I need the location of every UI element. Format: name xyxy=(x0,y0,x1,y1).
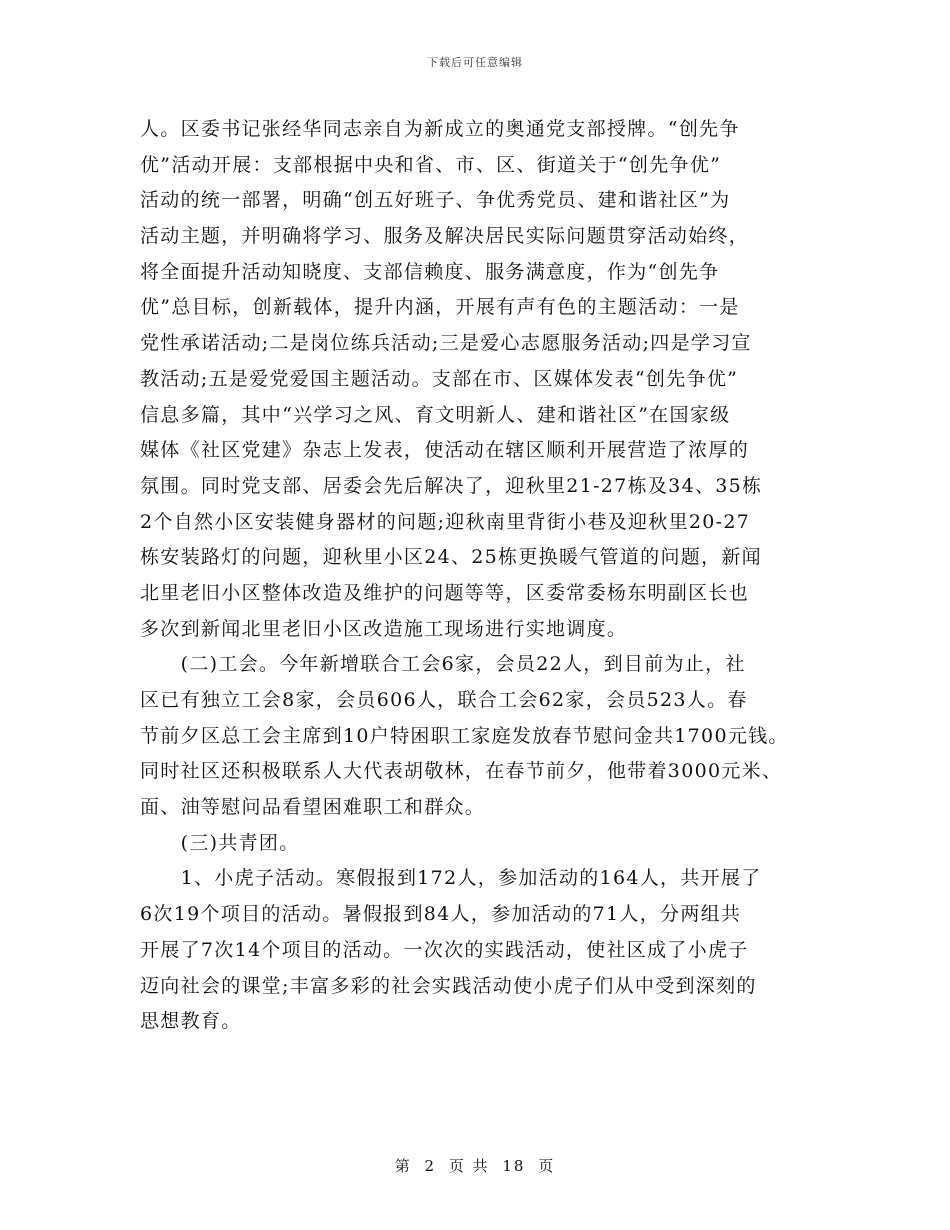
text-line: 2个自然小区安装健身器材的问题;迎秋南里背街小巷及迎秋里20-27 xyxy=(140,510,751,533)
text-line: 媒体《社区党建》杂志上发表，使活动在辖区顺利开展营造了浓厚的 xyxy=(140,439,750,462)
text-line: 优”总目标，创新载体，提升内涵，开展有声有色的主题活动：一是 xyxy=(140,296,740,319)
page-number: 2 xyxy=(424,1157,437,1175)
text-line: 栋安装路灯的问题，迎秋里小区24、25栋更换暖气管道的问题，新闻 xyxy=(140,546,762,569)
text-line: (三)共青团。 xyxy=(140,831,300,854)
text-line: 6次19个项目的活动。暑假报到84人，参加活动的71人，分两组共 xyxy=(140,903,742,926)
text-line: 同时社区还积极联系人大代表胡敬林，在春节前夕，他带着3000元米、 xyxy=(140,760,783,783)
page-total: 18 xyxy=(502,1157,526,1175)
page-prefix: 第 xyxy=(394,1157,412,1175)
text-line: 面、油等慰问品看望困难职工和群众。 xyxy=(140,796,486,819)
page-middle: 页 共 xyxy=(448,1157,490,1175)
text-line: 迈向社会的课堂;丰富多彩的社会实践活动使小虎子们从中受到深刻的 xyxy=(140,974,757,997)
text-line: 活动主题，并明确将学习、服务及解决居民实际问题贯穿活动始终， xyxy=(140,225,750,248)
text-line: 将全面提升活动知晓度、支部信赖度、服务满意度，作为“创先争 xyxy=(140,260,720,283)
text-line: (二)工会。今年新增联合工会6家，会员22人，到目前为止，社 xyxy=(140,653,746,676)
text-line: 思想教育。 xyxy=(140,1010,242,1033)
text-line: 开展了7次14个项目的活动。一次次的实践活动，使社区成了小虎子 xyxy=(140,938,749,961)
body-text xyxy=(140,112,830,1040)
header-note: 下载后可任意编辑 xyxy=(427,56,523,69)
text-line: 多次到新闻北里老旧小区改造施工现场进行实地调度。 xyxy=(140,617,628,640)
text-line: 信息多篇，其中“兴学习之风、育文明新人、建和谐社区”在国家级 xyxy=(140,403,731,426)
text-line: 人。区委书记张经华同志亲自为新成立的奥通党支部授牌。“创先争 xyxy=(140,118,740,140)
text-line: 党性承诺活动;二是岗位练兵活动;三是爱心志愿服务活动;四是学习宣 xyxy=(140,332,752,355)
text-line: 优”活动开展：支部根据中央和省、市、区、街道关于“创先争优” xyxy=(140,153,722,176)
text-line: 区已有独立工会8家，会员606人，联合工会62家，会员523人。春 xyxy=(140,689,748,711)
text-line: 教活动;五是爱党爱国主题活动。支部在市、区媒体发表“创先争优” xyxy=(140,367,739,390)
text-line: 北里老旧小区整体改造及维护的问题等等，区委常委杨东明副区长也 xyxy=(140,581,750,604)
text-line: 氛围。同时党支部、居委会先后解决了，迎秋里21-27栋及34、35栋 xyxy=(140,474,763,497)
page-footer xyxy=(0,1155,950,1176)
page-suffix: 页 xyxy=(538,1157,556,1175)
text-line: 1、小虎子活动。寒假报到172人，参加活动的164人，共开展了 xyxy=(140,867,762,890)
text-line: 活动的统一部署，明确“创五好班子、争优秀党员、建和谐社区”为 xyxy=(140,189,731,212)
text-line: 节前夕区总工会主席到10户特困职工家庭发放春节慰问金共1700元钱。 xyxy=(140,724,789,747)
